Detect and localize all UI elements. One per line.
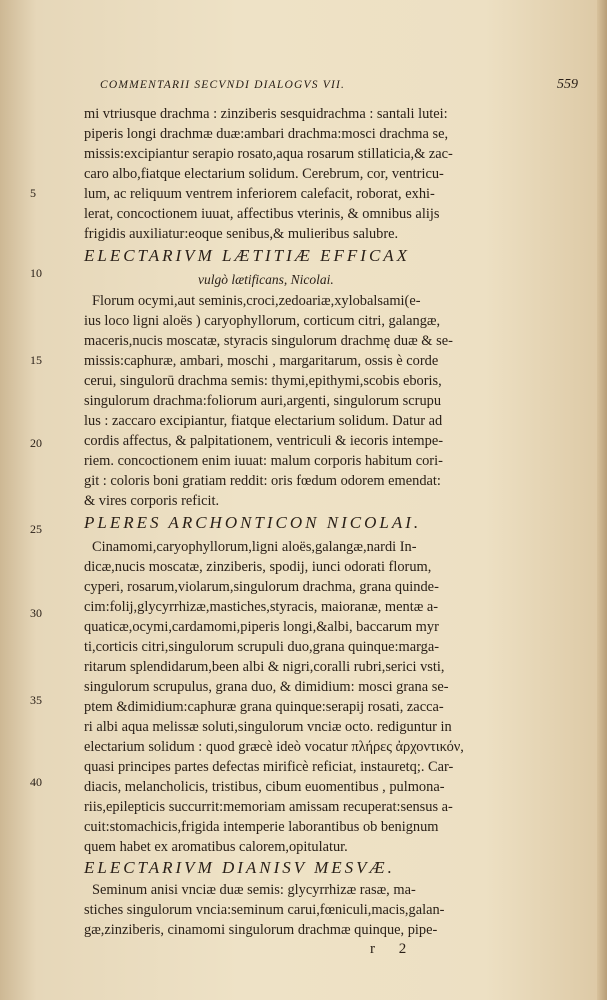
section-heading: ELECTARIVM DIANISV MESVÆ. <box>84 858 395 877</box>
text-line: Seminum anisi vnciæ duæ semis: glycyrrhizæ rasæ, ma- <box>92 882 416 898</box>
text-line: electarium solidum : quod græcè ideò vocatur πλήρες ἀρχοντικόν, <box>84 739 464 755</box>
text-line: gæ,zinziberis, cinamomi singulorum drachmæ quinque, pipe- <box>84 922 438 938</box>
page-edge <box>597 0 607 1000</box>
text-line: frigidis auxiliatur:eoque senibus,& mulieribus salubre. <box>84 226 399 242</box>
text-line: cuit:stomachicis,frigida intemperie laborantibus ob benignum <box>84 819 439 835</box>
text-line: stiches singulorum vncia:seminum carui,fœniculi,macis,galan- <box>84 902 445 918</box>
text-line: missis:excipiantur serapio rosato,aqua rosarum stillaticia,& zac- <box>84 146 453 162</box>
text-line: maceris,nucis moscatæ, styracis singulorum drachmę duæ & se- <box>84 333 453 349</box>
page-number: 559 <box>557 77 578 92</box>
text-line: ti,corticis citri,singulorum scrupuli duo,grana quinque:marga- <box>84 639 440 655</box>
text-line: lerat, concoctionem iuuat, affectibus vterinis, & omnibus alijs <box>84 206 440 222</box>
line-number: 20 <box>30 436 42 450</box>
text-line: mi vtriusque drachma : zinziberis sesquidrachma : santali lutei: <box>84 106 448 122</box>
line-number: 10 <box>30 266 42 280</box>
text-line: ius loco ligni aloës ) caryophyllorum, corticum citri, galangæ, <box>84 313 441 329</box>
text-line: diacis, melancholicis, tristibus, cibum euomentibus , pulmona- <box>84 779 445 795</box>
text-line: ri albi aqua melissæ soluti,singulorum vnciæ octo. rediguntur in <box>84 719 452 735</box>
line-number: 30 <box>30 606 42 620</box>
text-line: piperis longi drachmæ duæ:ambari drachma:mosci drachma se, <box>84 126 449 142</box>
running-title: COMMENTARII SECVNDI DIALOGVS VII. <box>100 79 346 91</box>
text-line: lum, ac reliquum ventrem inferiorem calefacit, roborat, exhi- <box>84 186 435 202</box>
text-line: Cinamomi,caryophyllorum,ligni aloës,galangæ,nardi In- <box>92 539 417 555</box>
text-line: lus : zaccaro excipiantur, fiatque electarium solidum. Datur ad <box>84 413 443 429</box>
text-line: quem habet ex aromatibus calorem,opitulatur. <box>84 839 348 855</box>
text-line: missis:caphuræ, ambari, moschi , margaritarum, ossis è corde <box>84 353 439 369</box>
text-line: git : coloris boni gratiam reddit: oris fœdum odorem emendat: <box>84 473 441 489</box>
text-line: quasi principes partes defectas mirificè reficiat, instauretq;. Car- <box>84 759 454 775</box>
text-line: ptem &dimidium:caphuræ grana quinque:serapij rosati, zacca- <box>84 699 444 715</box>
text-line: cim:folij,glycyrrhizæ,mastiches,styracis, maioranæ, mentæ a- <box>84 599 439 615</box>
text-line: Florum ocymi,aut seminis,croci,zedoariæ,xylobalsami(e- <box>92 293 421 309</box>
line-number: 5 <box>30 186 36 200</box>
section-heading: ELECTARIVM LÆTITIÆ EFFICAX <box>84 246 411 265</box>
text-line: caro albo,fiatque electarium solidum. Cerebrum, cor, ventricu- <box>84 166 444 182</box>
line-number: 35 <box>30 693 42 707</box>
text-line: riem. concoctionem enim iuuat: malum corporis habitum cori- <box>84 453 443 469</box>
text-line: cyperi, rosarum,violarum,singulorum drachma, grana quinde- <box>84 579 439 595</box>
line-number: 40 <box>30 775 42 789</box>
text-line: riis,epilepticis succurrit:memoriam amissam recuperat:sensus a- <box>84 799 453 815</box>
signature-mark: r 2 <box>370 941 417 957</box>
text-line: & vires corporis reficit. <box>84 493 220 509</box>
text-line: singulorum drachma:foliorum auri,argenti, singulorum scrupu <box>84 393 442 409</box>
text-line: ritarum splendidarum,been albi & nigri,coralli rubri,serici vsti, <box>84 659 445 675</box>
text-line: singulorum scrupulus, grana duo, & dimidium: mosci grana se- <box>84 679 449 695</box>
text-line: cerui, singulorū drachma semis: thymi,epithymi,scobis eboris, <box>84 373 442 389</box>
line-number: 25 <box>30 522 42 536</box>
section-heading: PLERES ARCHONTICON NICOLAI. <box>84 513 422 532</box>
text-line: dicæ,nucis moscatæ, zinziberis, spodij, iunci odorati florum, <box>84 559 432 575</box>
text-line: quaticæ,ocymi,cardamomi,piperis longi,&albi, baccarum myr <box>84 619 439 635</box>
line-number: 15 <box>30 353 42 367</box>
section-subheading: vulgò lætificans, Nicolai. <box>198 272 334 287</box>
text-line: cordis affectus, & palpitationem, ventriculi & iecoris intempe- <box>84 433 443 449</box>
